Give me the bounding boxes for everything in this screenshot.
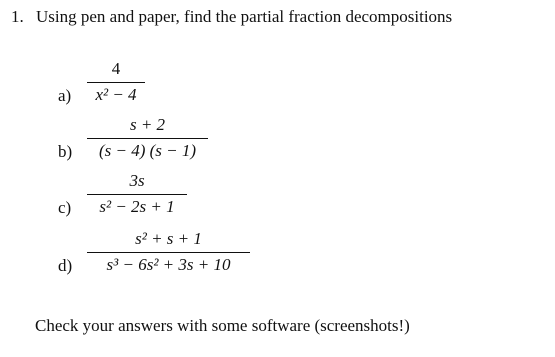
item-label: d) (58, 256, 73, 275)
fraction-numerator: 3s (129, 171, 145, 190)
item-label: b) (58, 142, 73, 161)
question-number: 1. (11, 7, 24, 26)
fraction-a (87, 56, 145, 107)
fraction-numerator: s² + s + 1 (135, 229, 202, 248)
item-label: a) (58, 86, 72, 105)
fraction-denominator: s² − 2s + 1 (99, 197, 175, 216)
fraction-b (87, 112, 208, 163)
closing-instruction: Check your answers with some software (screenshots!) (35, 316, 410, 335)
fraction-numerator: s + 2 (129, 115, 166, 134)
fraction-denominator: x² − 4 (95, 85, 137, 104)
fraction-denominator: s³ − 6s² + 3s + 10 (106, 255, 231, 274)
question-heading (11, 6, 452, 28)
fraction-d (87, 226, 250, 277)
question-text: Using pen and paper, find the partial fraction decompositions (36, 7, 453, 26)
fraction-numerator: 4 (111, 59, 121, 78)
fraction-denominator: (s − 4) (s − 1) (98, 141, 197, 160)
item-label: c) (58, 198, 72, 217)
fraction-c (87, 168, 187, 219)
